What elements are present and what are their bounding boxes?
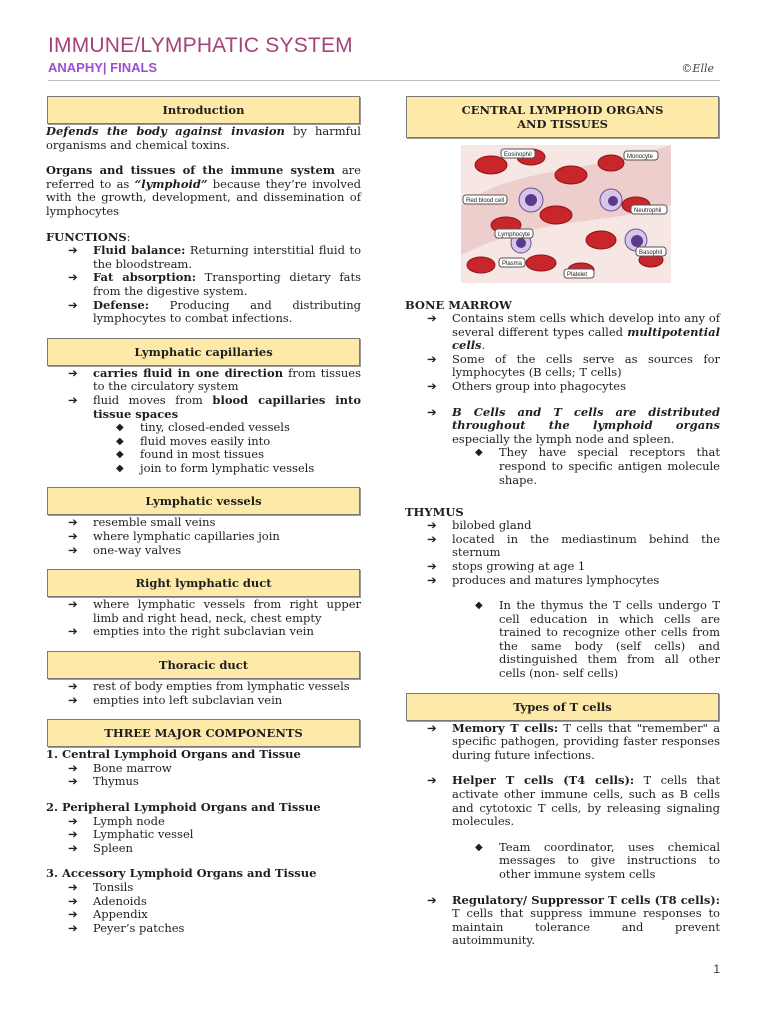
- intro-paragraph-2: Organs and tissues of the immune system are referred to as “lymphoid” because they’re involved with the growth, development, and dissemination of lymphocytes: [46, 163, 362, 218]
- diamond-bullet-icon: ◆: [116, 435, 124, 447]
- page-header: [48, 34, 720, 76]
- document-subtitle: ANAPHY| FINALS: [48, 60, 158, 75]
- bone-marrow-list: [405, 312, 720, 394]
- vessels-list: [46, 516, 361, 557]
- list-item: ➔ resemble small veins: [68, 515, 216, 530]
- arrow-icon: ➔: [68, 297, 78, 312]
- list-item: ➔ fluid moves from blood capillaries into tissue spaces: [68, 392, 361, 421]
- list-item: ◆ fluid moves easily into: [116, 433, 271, 448]
- arrow-icon: ➔: [68, 542, 78, 557]
- list-item: ➔ empties into left subclavian vein: [68, 692, 283, 707]
- arrow-icon: ➔: [68, 529, 78, 544]
- arrow-icon: ➔: [68, 879, 78, 894]
- list-item: ➔ Fluid balance: Returning interstitial fluid to the bloodstream.: [68, 243, 361, 271]
- list-item: ➔ Memory T cells: T cells that "remember" a specific pathogen, providing faster responses during future infections.: [427, 720, 720, 762]
- arrow-icon: ➔: [427, 378, 437, 393]
- arrow-icon: ➔: [427, 572, 437, 587]
- label-plasma: Plasma: [502, 261, 523, 267]
- thymus-list: [405, 519, 720, 587]
- arrow-icon: ➔: [68, 392, 78, 407]
- list-item: ◆ They have special receptors that respond to specific antigen molecule shape.: [475, 445, 720, 487]
- list-item: ◆ Team coordinator, uses chemical messages to give instructions to other immune system cells: [475, 839, 720, 881]
- list-item: ➔ Appendix: [68, 907, 148, 922]
- arrow-icon: ➔: [68, 270, 78, 285]
- list-item: ◆ tiny, closed-ended vessels: [116, 420, 290, 435]
- page-number: 1: [713, 962, 720, 976]
- component-list: [46, 762, 361, 789]
- header-divider: [48, 80, 720, 81]
- list-item: ➔ where lymphatic vessels from right upper limb and right head, neck, chest empty: [68, 597, 361, 625]
- bt-cells-sublist: [405, 446, 720, 487]
- section-header-lymphatic-vessels: Lymphatic vessels: [47, 487, 360, 515]
- list-item: ➔ rest of body empties from lymphatic vessels: [68, 679, 350, 694]
- list-item: ➔ Defense: Producing and distributing lymphocytes to combat infections.: [68, 297, 361, 326]
- section-header-introduction: Introduction: [47, 96, 360, 124]
- arrow-icon: ➔: [427, 311, 437, 325]
- right-column: [405, 96, 720, 948]
- arrow-icon: ➔: [427, 558, 437, 573]
- arrow-icon: ➔: [68, 760, 78, 775]
- helper-sublist: [405, 841, 720, 882]
- label-eosinophil: Eosinophil: [504, 152, 532, 158]
- section-header-lymphatic-capillaries: Lymphatic capillaries: [47, 338, 360, 366]
- diamond-bullet-icon: ◆: [116, 422, 124, 434]
- section-header-right-lymphatic-duct: Right lymphatic duct: [47, 569, 360, 597]
- component-group-title: 1. Central Lymphoid Organs and Tissue: [46, 747, 301, 762]
- thoracic-list: [46, 680, 361, 707]
- list-item: ➔ Thymus: [68, 774, 139, 789]
- arrow-icon: ➔: [427, 720, 437, 735]
- regulatory-t-cells-list: [405, 894, 720, 948]
- functions-list: [46, 244, 361, 326]
- arrow-icon: ➔: [427, 518, 437, 533]
- diamond-bullet-icon: ◆: [475, 600, 483, 612]
- label-lymphocyte: Lymphocyte: [498, 232, 531, 238]
- arrow-icon: ➔: [68, 243, 78, 258]
- list-item: ➔ Helper T cells (T4 cells): T cells that activate other immune cells, such as B cells and cytotoxic T cells, by releasing signaling molecules.: [427, 773, 720, 829]
- arrow-icon: ➔: [68, 840, 78, 855]
- diamond-bullet-icon: ◆: [475, 841, 483, 853]
- list-item: ➔ located in the mediastinum behind the sternum: [427, 531, 720, 560]
- list-item: ➔ stops growing at age 1: [427, 558, 586, 573]
- list-item: ➔ Tonsils: [68, 879, 134, 894]
- copyright-mark: ©Elle: [681, 62, 714, 75]
- section-header-thoracic-duct: Thoracic duct: [47, 651, 360, 679]
- blood-cells-image: [461, 145, 671, 283]
- capillaries-list: [46, 367, 361, 421]
- label-basophil: Basophil: [639, 250, 663, 256]
- component-list: [46, 881, 361, 935]
- list-item: ➔ carries fluid in one direction from tissues to the circulatory system: [68, 365, 361, 394]
- component-group-title: 2. Peripheral Lymphoid Organs and Tissue: [46, 800, 321, 814]
- list-item: ➔ one-way valves: [68, 542, 182, 557]
- list-item: ➔ where lymphatic capillaries join: [68, 529, 280, 544]
- bone-marrow-title: BONE MARROW: [405, 298, 512, 312]
- arrow-icon: ➔: [68, 813, 78, 828]
- label-monocyte: Monocyte: [627, 154, 654, 160]
- label-platelet: Platelet: [567, 272, 588, 278]
- list-item: ◆ In the thymus the T cells undergo T cell education in which cells are trained to recognize other cells from the same body (self cells) and distinguished them from all other cells (non- self cells): [475, 598, 720, 681]
- blood-cells-illustration: [461, 145, 671, 283]
- arrow-icon: ➔: [427, 773, 437, 788]
- functions-label: FUNCTIONS:: [46, 229, 131, 244]
- list-item: ➔ Bone marrow: [68, 760, 172, 775]
- bt-cells-list: [405, 406, 720, 447]
- list-item: ➔ produces and matures lymphocytes: [427, 572, 660, 587]
- section-header-central-lymphoid-organs: CENTRAL LYMPHOID ORGANS AND TISSUES: [406, 96, 719, 138]
- arrow-icon: ➔: [68, 679, 78, 694]
- document-title: IMMUNE/LYMPHATIC SYSTEM: [48, 34, 353, 57]
- arrow-icon: ➔: [68, 774, 78, 789]
- label-red-blood-cell: Red blood cell: [466, 198, 505, 204]
- arrow-icon: ➔: [68, 365, 78, 380]
- list-item: ➔ empties into the right subclavian vein: [68, 624, 314, 639]
- diamond-bullet-icon: ◆: [116, 449, 124, 461]
- arrow-icon: ➔: [427, 404, 437, 419]
- arrow-icon: ➔: [68, 597, 78, 612]
- list-item: ➔ Spleen: [68, 840, 133, 855]
- component-list: [46, 815, 361, 856]
- left-column: [46, 96, 361, 935]
- arrow-icon: ➔: [68, 692, 78, 707]
- right-duct-list: [46, 598, 361, 639]
- section-header-three-major-components: THREE MAJOR COMPONENTS: [47, 719, 360, 747]
- list-item: ◆ join to form lymphatic vessels: [116, 460, 315, 475]
- helper-t-cells-list: [405, 774, 720, 828]
- label-neutrophil: Neutrophil: [634, 208, 662, 214]
- arrow-icon: ➔: [68, 515, 78, 530]
- intro-paragraph-1: Defends the body against invasion by harmful organisms and chemical toxins.: [46, 124, 361, 152]
- list-item: ➔ Adenoids: [68, 893, 147, 908]
- arrow-icon: ➔: [427, 351, 437, 366]
- list-item: ◆ found in most tissues: [116, 447, 264, 462]
- capillaries-sublist: [46, 421, 361, 475]
- list-item: ➔ bilobed gland: [427, 518, 532, 533]
- list-item: ➔ B Cells and T cells are distributed throughout the lymphoid organs especially the lymph node and spleen.: [427, 404, 720, 446]
- diamond-bullet-icon: ◆: [475, 447, 483, 459]
- list-item: ➔ Some of the cells serve as sources for lymphocytes (B cells; T cells): [427, 351, 720, 380]
- arrow-icon: ➔: [427, 892, 437, 907]
- list-item: ➔ Peyer’s patches: [68, 920, 185, 935]
- section-header-types-of-t-cells: Types of T cells: [406, 693, 719, 721]
- arrow-icon: ➔: [68, 624, 78, 639]
- arrow-icon: ➔: [427, 531, 437, 546]
- list-item: ➔ Lymph node: [68, 813, 165, 828]
- list-item: ➔ Fat absorption: Transporting dietary fats from the digestive system.: [68, 270, 362, 298]
- component-group-title: 3. Accessory Lymphoid Organs and Tissue: [46, 866, 317, 881]
- arrow-icon: ➔: [68, 827, 78, 842]
- arrow-icon: ➔: [68, 907, 78, 922]
- thymus-title: THYMUS: [405, 505, 464, 520]
- diamond-bullet-icon: ◆: [116, 462, 124, 474]
- thymus-sublist: [405, 599, 720, 681]
- list-item: ➔ Regulatory/ Suppressor T cells (T8 cells): T cells that suppress immune responses to maintain tolerance and prevent autoimmunity.: [427, 892, 720, 948]
- arrow-icon: ➔: [68, 920, 78, 935]
- memory-t-cells-list: [405, 722, 720, 763]
- arrow-icon: ➔: [68, 893, 78, 908]
- list-item: ➔ Contains stem cells which develop into any of several different types called multipotential cells.: [427, 311, 720, 353]
- list-item: ➔ Others group into phagocytes: [427, 378, 626, 393]
- list-item: ➔ Lymphatic vessel: [68, 827, 194, 842]
